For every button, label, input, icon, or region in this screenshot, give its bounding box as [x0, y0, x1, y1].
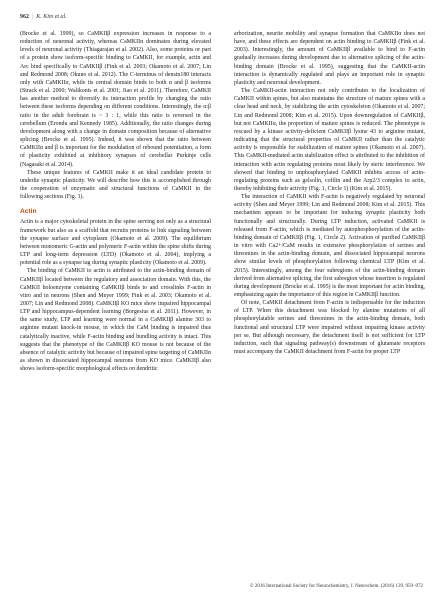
- copyright-footer: © 2016 International Society for Neurochemistry, J. Neurochem. (2016) 139, 959–972: [249, 584, 423, 589]
- left-paragraph-2: These unique features of CaMKII make it an ideal candidate protein to underlie synaptic plasticity. We will describe how this is accomplished through the cooperation of enzymatic and structural functions of CaMKII in the following sections (Fig. 1).: [20, 169, 211, 201]
- right-paragraph-2: The CaMKII-actin interaction not only contributes to the localization of CaMKII within spines, but also maintains the structure of mature spines with a clear head and neck, by stabilizing the actin cytoskeleton (Okamoto et al. 2007; Lin and Redmond 2008; Kim et al. 2015). Upon downregulation of CaMKIIβ, but not CaMKIIα, the proportion of mature spines is reduced. The phenotype is rescued by a kinase activity-deficient CaMKIIβ lysine 43 to arginine mutant, indicating that the structural properties of CaMKII rather than the catalytic activity is responsible for stabilization of mature spines (Okamoto et al. 2007). This CaMKII-mediated actin stabilization effect is attributed to the inhibition of interaction with actin regulating proteins most likely by steric interference. We showed that binding to unphosphorylated CaMKII inhibits access of actin-regulating proteins such as gelsolin, cofilin and the Arp2/3 complex to actin, thereby inhibiting their activity (Fig. 1, Circle 1) (Kim et al. 2015).: [234, 88, 425, 192]
- right-paragraph-3: The interaction of CaMKII with F-actin is negatively regulated by neuronal activity (Shen and Meyer 1999; Lin and Redmond 2008; Kim et al. 2015). This mechanism appears to be important for inducing synaptic plasticity both functionally and structurally. During LTP induction, activated CaMKII is released from F-actin, which is mediated by autophosphorylation of the actin-binding domain of CaMKIIβ (Fig. 1, Circle 2). Activation of purified CaMKIIβ in vitro with Ca2+/CaM results in extensive phosphorylation of serines and threonines in the actin-binding domain, and dissociated hippocampal neurons show similar levels of phosphorylation following chemical LTP (Kim et al. 2015). Interestingly, among the four subregions of the actin-binding domain derived from alternative splicing, the first subregion whose insertion is regulated during development (Brocke et al. 1995) is the most important for actin binding, emphasizing again the importance of this region in CaMKIIβ function.: [234, 194, 425, 298]
- header-separator: |: [32, 14, 34, 20]
- right-paragraph-4: Of note, CaMKII detachment from F-actin is indispensable for the induction of LTP. When this detachment was blocked by alanine mutations of all phosphorylatable serines and threonines in the actin-binding domain, both functional and structural LTP were impaired without impairing kinase activity per se. But although necessary, the detachment itself is not sufficient for LTP induction, such that signaling pathway(s) downstream of glutamate receptors must accompany the CaMKII detachment from F-actin for proper LTP: [234, 300, 425, 356]
- running-authors: K. Kim et al.: [36, 14, 67, 20]
- left-paragraph-1: (Brocke et al. 1999), so CaMKIIβ expression increases in response to a reduction of neuronal activity, whereas CaMKIIα dominates during elevated levels of neuronal activity (Thiagarajan et al. 2002). Also, some proteins or part of a protein show isoform-specific binding to CaMKII, for example, actin and Arc bind specifically to CaMKIIβ (Fink et al. 2003; Okamoto et al. 2007; Lin and Redmond 2008; Okuno et al. 2012). The C-terminus of densin180 interacts only with CaMKIIα, while its central domain binds to both α and β isoforms (Strack et al. 2000; Walikonis et al. 2001; Jiao et al. 2011). Therefore, CaMKII has another method to diversify its interaction profile by changing the ratio between these isoforms depending on different conditions. Interestingly, the α:β ratio in the adult forebrain is ~ 3 : 1, while this ratio is reversed in the cerebellum (Erondu and Kennedy 1985). Additionally, the ratio changes during development along with a change in domain composition because of alternative splicing (Brocke et al. 1995). Indeed, it was shown that the ratio between CaMKIIα and β is important for the modulation of rebound potentiation, a form of plasticity exhibited at inhibitory synapses of cerebellar Purkinje cells (Nagasaki et al. 2014).: [20, 31, 211, 168]
- left-column: [20, 30, 211, 373]
- section-heading-actin: Actin: [20, 208, 37, 216]
- right-paragraph-1: arborization, neurite mobility and synapse formation that CaMKIIα does not have, and these effects are dependent on actin binding to CaMKIIβ (Fink et al. 2003). Interestingly, the amount of CaMKIIβ available to bind to F-actin gradually increases during development due to alternative splicing of the actin-binding domain (Brocke et al. 1995), suggesting that the CaMKII-actin interaction is dynamically regulated and plays an important role in synaptic plasticity and neuronal development.: [234, 31, 425, 86]
- running-header: [20, 14, 423, 26]
- right-column: [234, 30, 425, 356]
- left-paragraph-4: The binding of CaMKII to actin is attributed to the actin-binding domain of CaMKIIβ located between the regulatory and association domain. With this, the CaMKII holoenzyme containing CaMKIIβ binds to and crosslinks F-actin in vitro and in neurons (Shen and Meyer 1999; Fink et al. 2003; Okamoto et al. 2007; Lin and Redmond 2008). CaMKIIβ KO mice show impaired hippocampal LTP and hippocampus-dependent learning (Borgesius et al. 2011). However, in the same study, LTP and learning were normal in a CaMKIIβ alanine 303 to arginine mutant knock-in mouse, in which the CaM binding is impaired thus catalytically inactive, while F-actin binding and bundling activity is intact. This suggests that the phenotype of the CaMKIIβ KO mouse is not because of the absence of catalytic activity but because of impaired spine targeting of CaMKIIα as shown in dissociated hippocampal neurons from KO mice. CaMKIIβ also shows isoform-specific morphological effects on dendritic: [20, 268, 211, 373]
- page-number: 962: [20, 14, 29, 20]
- left-paragraph-3: Actin is a major cytoskeletal protein in the spine serving not only as a structural framework but also as a scaffold that recruits proteins to link signaling between the synapse surface and cytoplasm (Okamoto et al. 2009). The equilibrium between monomeric G-actin and polymeric F-actin within the spine shifts during LTP and long-term depression (LTD) (Okamoto et al. 2004), implying a potential role as a synapse tag during synaptic plasticity (Okamoto et al. 2009).: [20, 219, 211, 267]
